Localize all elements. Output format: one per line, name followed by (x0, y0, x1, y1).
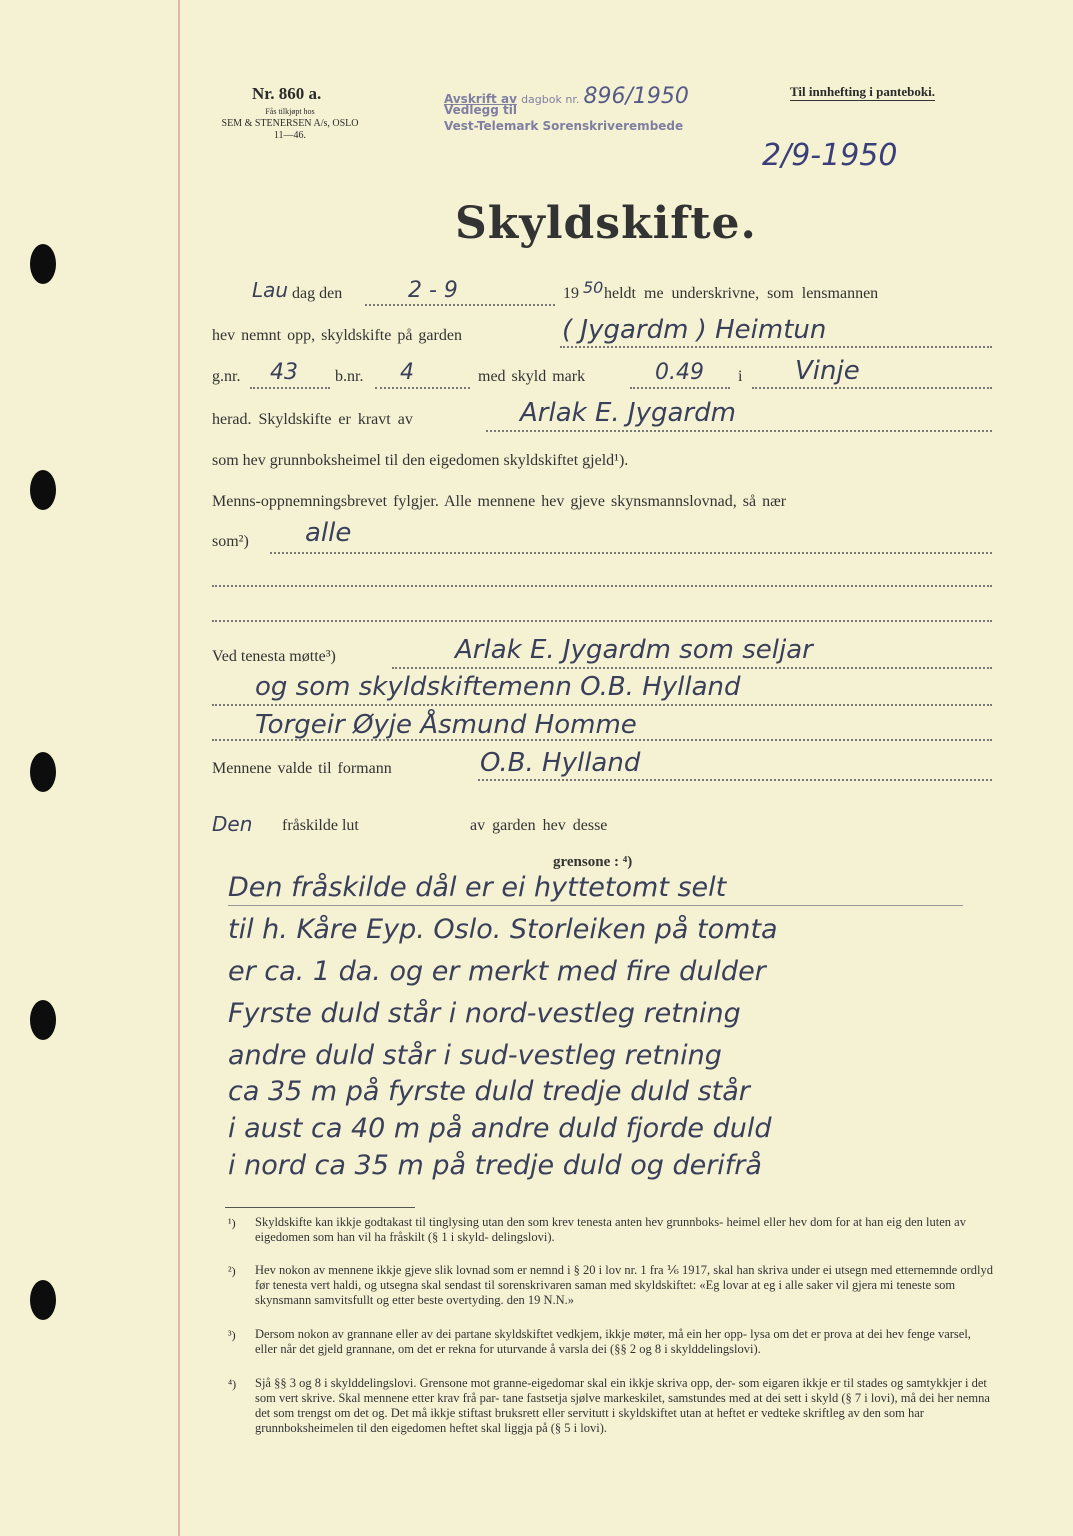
hand-farm-name: ( Jygardm ) Heimtun (562, 315, 827, 345)
punch-hole (30, 1000, 56, 1040)
fill-line (478, 779, 992, 781)
stamp-line1-prefix: Avskrift av (444, 92, 517, 106)
boundary-text-line: andre duld står i sud-vestleg retning (228, 1040, 722, 1071)
hand-mark: 0.49 (655, 360, 704, 385)
stamp-block (444, 84, 689, 133)
form-text: fråskilde lut (282, 817, 359, 834)
fill-line (560, 346, 992, 348)
form-text: Mennene valde til formann (212, 760, 392, 777)
fill-line (486, 430, 992, 432)
form-text: som²) (212, 533, 249, 550)
fill-line (392, 667, 992, 669)
punch-hole (30, 752, 56, 792)
form-text: i (738, 368, 743, 385)
form-text: Menns-oppnemningsbrevet fylgjer. Alle mennene hev gjeve skynsmannslovnad, så nær (212, 493, 787, 510)
hand-weekday: Lau (252, 278, 289, 302)
hand-requester: Arlak E. Jygardm (520, 398, 736, 428)
footnote-rule (225, 1207, 415, 1208)
fill-line (250, 387, 330, 389)
publisher-line: 11—46. (273, 130, 307, 141)
publisher-line: SEM & STENERSEN A/s, OSLO (221, 118, 359, 129)
publisher-line: Fås tilkjøpt hos (265, 107, 315, 116)
stamp-diary-number: 896/1950 (583, 84, 689, 109)
fill-line (365, 304, 555, 306)
stamp-line-3: Vest-Telemark Sorenskriverembede (444, 119, 684, 133)
fill-line (212, 620, 992, 622)
footnote-number: ³) (228, 1328, 236, 1342)
margin-line (178, 0, 180, 1536)
form-text: Ved tenesta møtte³) (212, 648, 336, 665)
boundary-text-line: i nord ca 35 m på tredje duld og derifrå (228, 1150, 762, 1181)
hand-attendees-line: og som skyldskiftemenn O.B. Hylland (255, 672, 741, 702)
publisher-info (205, 106, 375, 142)
form-number: Nr. 860 a. (252, 84, 322, 103)
fill-line (630, 387, 730, 389)
hand-attendee: Arlak E. Jygardm som seljar (455, 635, 813, 665)
fill-line (375, 387, 470, 389)
footnote-number: ¹) (228, 1216, 236, 1230)
form-text: med skyld mark (478, 368, 586, 385)
form-text: b.nr. (335, 368, 364, 385)
boundary-text-line: i aust ca 40 m på andre duld fjorde duld (228, 1113, 772, 1144)
boundaries-heading: grensone : ⁴) (553, 854, 633, 870)
boundary-text-line: til h. Kåre Eyp. Oslo. Storleiken på tomta (228, 914, 778, 945)
stamp-line1-mid: dagbok nr. (521, 93, 580, 106)
hand-chairman: O.B. Hylland (480, 748, 641, 778)
form-text: 19 (563, 285, 579, 302)
boundary-text-line: Den fråskilde dål er ei hyttetomt selt (228, 872, 727, 903)
stamp-line-2: Vedlegg til (444, 103, 517, 117)
hand-all: alle (305, 518, 352, 548)
footnote-text: Sjå §§ 3 og 8 i skylddelingslovi. Grensone mot granne-eigedomar skal ein ikkje skriva opp, der- som eigaren ikkje er til stades og samtykkjer i det som vert skrive. Skal mennene etter krav frå par- tane fastsetja sjølve markeskilet, samstundes med at dei sett i skyld (§ 7 i lovi), må dei her nemna det som trengst om det og. Det må ikkje stiftast bruksrett eller servitutt i skyldskiftet utan at heftet er vedteke skriftleg av den som har grunnboksheimelen til den eigedomen heftet skal liggja på (§ 5 i lovi). (255, 1376, 990, 1435)
underline (228, 905, 963, 906)
punch-hole (30, 470, 56, 510)
hand-date: 2 - 9 (408, 278, 458, 303)
stamp-date: 2/9-1950 (762, 138, 898, 173)
footnote-number: ⁴) (228, 1377, 237, 1391)
form-text: som hev grunnboksheimel til den eigedomen skyldskiftet gjeld¹). (212, 452, 629, 469)
binding-note: Til innhefting i panteboki. (790, 84, 935, 99)
footnote-text: Hev nokon av mennene ikkje gjeve slik lovnad som er nemnd i § 20 i lov nr. 1 fra ⅙ 1917, skal han skriva under ei utsegn med etternemnde ordlyd før tenesta vert haldi, og utsegna skal sendast til sorenskrivaren saman med skyldskiftet: «Eg lovar at eg i alle saker vil gjera mi teneste som skynsmann samvitsfullt og etter beste overtyding. den 19 N.N.» (255, 1263, 993, 1307)
boundary-text-line: er ca. 1 da. og er merkt med fire dulder (228, 956, 766, 987)
punch-hole (30, 244, 56, 284)
hand-year: 50 (583, 278, 604, 297)
punch-hole (30, 1280, 56, 1320)
hand-den: Den (212, 812, 253, 836)
footnote-number: ²) (228, 1264, 236, 1278)
footnote-text: Dersom nokon av grannane eller av dei partane skyldskiftet vedkjem, ikkje møter, må ein her opp- lysa om det er prova at dei hev fenge varsel, eller når det gjeld grannane, om det er rekna for uturvande å varsla dei (§§ 2 og 8 i skylddelingslovi). (255, 1327, 971, 1356)
hand-place: Vinje (795, 356, 860, 386)
boundary-text-line: ca 35 m på fyrste duld tredje duld står (228, 1076, 750, 1107)
hand-bnr: 4 (400, 360, 414, 385)
hand-attendees-line: Torgeir Øyje Åsmund Homme (255, 710, 637, 740)
fill-line (212, 704, 992, 706)
boundary-text-line: Fyrste duld står i nord-vestleg retning (228, 998, 741, 1029)
form-text: av garden hev desse (470, 817, 608, 834)
form-text: dag den (292, 285, 343, 302)
document-title: Skyldskifte. (455, 198, 757, 249)
fill-line (752, 387, 992, 389)
hand-gnr: 43 (270, 360, 298, 385)
form-text: heldt me underskrivne, som lensmannen (604, 285, 879, 302)
fill-line (212, 585, 992, 587)
form-text: g.nr. (212, 368, 241, 385)
footnote-text: Skyldskifte kan ikkje godtakast til tinglysing utan den som krev tenesta anten hev grunnboks- heimel eller hev dom for at han eig den luten av eigedomen som han vil ha fråskilt (§ 1 i skyld- delingslovi). (255, 1215, 966, 1244)
form-text: herad. Skyldskifte er kravt av (212, 411, 413, 428)
form-text: hev nemnt opp, skyldskifte på garden (212, 327, 462, 344)
fill-line (270, 552, 992, 554)
